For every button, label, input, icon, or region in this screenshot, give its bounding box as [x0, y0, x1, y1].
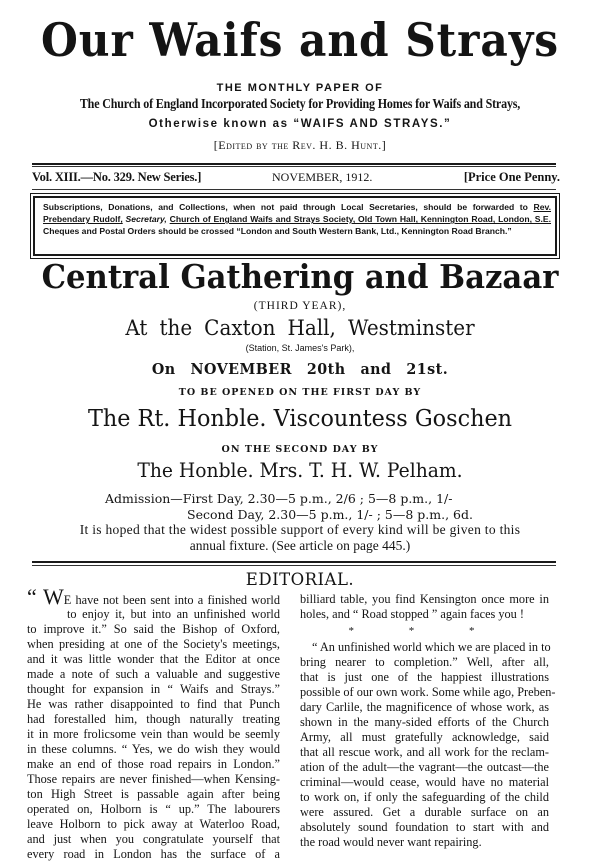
society-name: The Church of England Incorporated Society for Providing Homes for Waifs and Strays,	[79, 97, 521, 112]
notice-secretary-name: Rev. Prebendary Rudolf,	[43, 202, 551, 225]
bazaar-dates: On NOVEMBER 20th and 21st.	[151, 360, 449, 378]
notice-cheques: Cheques and Postal Orders should be crossed “London and South Western Bank, Ltd., Kennington Road Branch.”	[43, 226, 512, 237]
editorial-line: the road would never want repairing.	[300, 835, 482, 849]
issue-date: NOVEMBER, 1912.	[272, 170, 373, 184]
editorial-line: Those repairs are never finished—when Kensing-	[27, 772, 280, 786]
editorial-line: that is just one of the happiest illustrations	[300, 670, 549, 684]
editorial-heading: EDITORIAL.	[245, 570, 355, 589]
editorial-line: every road in London has the surface of a	[27, 847, 280, 861]
editorial-line: bring nearer to completion.” Well, after all,	[300, 655, 549, 669]
section-separator: * * *	[348, 625, 501, 637]
editorial-line: when presiding at one of the Society's meetings,	[27, 637, 280, 651]
notice-address: Church of England Waifs and Strays Society, Old Town Hall, Kennington Road, London, S.E.	[169, 214, 552, 225]
notice-secretary-title: Secretary,	[122, 214, 167, 225]
editorial-line: “ WE have not been sent into a finished world	[27, 584, 280, 609]
bazaar-year: (THIRD YEAR),	[253, 300, 347, 312]
editorial-line: criminal—would cease, would have no material	[300, 775, 549, 789]
opener-second-day: The Honble. Mrs. T. H. W. Pelham.	[137, 459, 463, 482]
editorial-line: billiard table, you find Kensington once more in	[300, 592, 549, 606]
editorial-line: that all rescue work, and all work for the reclam-	[300, 745, 549, 759]
editorial-rule	[32, 561, 556, 563]
editorial-line: and just when you congratulate yourself that	[27, 832, 280, 846]
bazaar-station: (Station, St. James's Park),	[245, 343, 355, 353]
editorial-line: ation of the adult—the vagrant—the outcast—the	[300, 760, 549, 774]
editorial-line: thought for expansion in “ Waifs and Strays.”	[27, 682, 280, 696]
editorial-line: were assured. Get a durable surface on an	[300, 805, 549, 819]
otherwise-known-as: Otherwise known as “WAIFS AND STRAYS.”	[148, 118, 452, 130]
support-appeal-line-1: It is hoped that the widest possible support of every kind will be given to this	[79, 522, 521, 537]
editorial-line: leave Holborn to pick away at Waterloo Road,	[27, 817, 280, 831]
editorial-line: and it was little wonder that the Editor at once	[27, 652, 280, 666]
editorial-line: possible of our own work. Some while ago, Preben-	[300, 685, 556, 699]
notice-intro: Subscriptions, Donations, and Collections, when not paid through Local Secretaries, should be forwarded to	[43, 202, 534, 212]
editorial-line: to enjoy it, but into an unfinished world	[67, 607, 280, 621]
editorial-line: shown in the many-sided efforts of the Church	[300, 715, 549, 729]
header-rule-top	[32, 163, 556, 165]
masthead-subtitle: THE MONTHLY PAPER OF	[216, 82, 384, 94]
editorial-line: ton High Street is passable again after being	[27, 787, 280, 801]
support-appeal-line-2: annual fixture. (See article on page 445.)	[189, 538, 411, 553]
editorial-line: it in more frolicsome vein than would be seemly	[27, 727, 280, 741]
issue-price: [Price One Penny.	[463, 170, 560, 184]
editorial-line: dary Carlile, the magnificence of whose work, as	[300, 700, 549, 714]
editorial-left-column	[27, 584, 280, 862]
issue-line	[32, 170, 560, 186]
editorial-line: “ An unfinished world which we are placed in to	[312, 640, 551, 654]
editorial-line: Army, all must gratefully acknowledge, said	[300, 730, 549, 744]
editorial-rule-thin	[32, 565, 556, 566]
editorial-line: holes, and “ Road stopped ” again faces you !	[300, 607, 525, 621]
editorial-right-column	[300, 592, 556, 850]
issue-volume: Vol. XIII.—No. 329. New Series.]	[32, 170, 202, 184]
editorial-line: in these columns. “ Yes, we do wish they would	[27, 742, 280, 756]
subscription-notice-box	[33, 196, 557, 256]
editorial-line: to work on, if only the safeguarding of the child	[300, 790, 549, 804]
editor-credit: [Edited by the Rev. H. B. Hunt.]	[213, 138, 387, 152]
bazaar-venue: At the Caxton Hall, Westminster	[125, 316, 475, 340]
editorial-line: to improve it.” So said the Bishop of Oxford,	[27, 622, 280, 636]
subscription-notice-text	[43, 201, 551, 238]
opened-second-day-label: ON THE SECOND DAY BY	[221, 444, 379, 455]
issue-rule	[32, 189, 556, 190]
editorial-line: had forestalled him, though naturally treating	[27, 712, 280, 726]
editorial-line: operated on, Holborn is “ up.” The labourers	[27, 802, 280, 816]
opener-first-day: The Rt. Honble. Viscountess Goschen	[87, 404, 513, 432]
editorial-line: make an end of those road repairs in London.”	[27, 757, 280, 771]
masthead-title: Our Waifs and Strays	[41, 13, 559, 67]
header-rule-top-thin	[32, 166, 556, 167]
drop-cap: “ W	[27, 584, 64, 609]
opened-first-day-label: TO BE OPENED ON THE FIRST DAY BY	[178, 387, 422, 398]
admission-first-day: Admission—First Day, 2.30—5 p.m., 2/6 ; 5—8 p.m., 1/-	[105, 491, 453, 506]
editorial-line: He was rather disappointed to find that Punch	[27, 697, 280, 711]
editorial-line: absolutely sound foundation to start with and	[300, 820, 549, 834]
editorial-line: made a note of such a valuable and suggestive	[27, 667, 280, 681]
admission-second-day: Second Day, 2.30—5 p.m., 1/- ; 5—8 p.m., 6d.	[187, 507, 473, 522]
bazaar-title: Central Gathering and Bazaar	[41, 257, 559, 296]
